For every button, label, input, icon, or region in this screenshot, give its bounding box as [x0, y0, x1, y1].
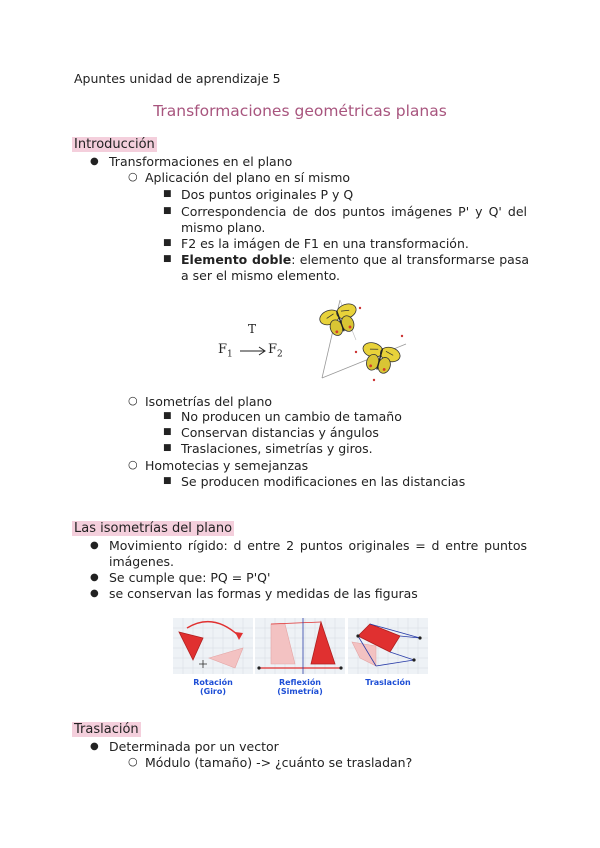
- list-item: Traslaciones, simetrías y giros.: [181, 441, 373, 456]
- figure-label: Traslación: [365, 678, 411, 687]
- square-bullet-icon: ■: [163, 238, 172, 248]
- main-heading: Transformaciones geométricas planas: [153, 102, 447, 120]
- rotation-figure: [173, 618, 253, 704]
- translation-diagram: [348, 618, 428, 674]
- figure-label: Rotación: [193, 678, 233, 687]
- list-item: Módulo (tamaño) -> ¿cuánto se trasladan?: [145, 755, 413, 770]
- list-item: Determinada por un vector: [109, 739, 279, 754]
- figure-label: (Giro): [199, 687, 227, 696]
- list-item: F2 es la imágen de F1 en una transformación.: [181, 236, 469, 251]
- f2-label: $F_2$: [268, 342, 283, 360]
- circle-bullet-icon: ○: [128, 394, 138, 407]
- bullet-icon: ●: [90, 572, 99, 583]
- square-bullet-icon: ■: [163, 411, 172, 421]
- figure-label: Reflexión: [278, 678, 322, 687]
- list-item: se conservan las formas y medidas de las figuras: [109, 586, 418, 601]
- reflection-diagram: [255, 618, 345, 674]
- bullet-icon: ●: [90, 588, 99, 599]
- bullet-icon: ●: [90, 540, 99, 551]
- circle-bullet-icon: ○: [128, 458, 138, 471]
- square-bullet-icon: ■: [163, 254, 172, 264]
- bullet-icon: ●: [90, 156, 99, 167]
- rotation-diagram: [173, 618, 253, 674]
- list-item-elemento-doble: [181, 252, 529, 284]
- list-item: Aplicación del plano en sí mismo: [145, 170, 351, 185]
- list-item: Isometrías del plano: [145, 394, 273, 409]
- list-item: Se producen modificaciones en las distancias: [181, 474, 466, 489]
- section-heading-isometrias: Las isometrías del plano: [74, 521, 233, 536]
- bold-term: Elemento doble: [181, 252, 292, 267]
- document-title: Apuntes unidad de aprendizaje 5: [74, 71, 281, 86]
- circle-bullet-icon: ○: [128, 170, 138, 183]
- section-heading-traslacion: Traslación: [74, 722, 139, 737]
- arrow-icon: [239, 344, 267, 358]
- bullet-icon: ●: [90, 741, 99, 752]
- t-label: T: [248, 322, 257, 336]
- translation-figure: [348, 618, 428, 704]
- butterfly-image: [310, 296, 410, 384]
- list-item: No producen un cambio de tamaño: [181, 409, 402, 424]
- square-bullet-icon: ■: [163, 476, 172, 486]
- square-bullet-icon: ■: [163, 206, 172, 216]
- list-item: Dos puntos originales P y Q: [181, 187, 354, 202]
- square-bullet-icon: ■: [163, 443, 172, 453]
- square-bullet-icon: ■: [163, 427, 172, 437]
- list-item: Conservan distancias y ángulos: [181, 425, 379, 440]
- figure-label: (Simetría): [277, 687, 323, 696]
- transformation-diagram: [215, 322, 295, 364]
- square-bullet-icon: ■: [163, 189, 172, 199]
- circle-bullet-icon: ○: [128, 755, 138, 768]
- list-item: Se cumple que: PQ = P'Q': [109, 570, 271, 585]
- reflection-figure: [255, 618, 345, 704]
- list-item: Movimiento rígido: d entre 2 puntos originales = d entre puntos imágenes.: [109, 538, 527, 569]
- f1-label: $F_1$: [218, 342, 233, 360]
- section-heading-introduccion: Introducción: [74, 137, 155, 152]
- definition-text: : elemento que al transformarse pasa a ser el mismo elemento.: [181, 252, 529, 283]
- list-item: Homotecias y semejanzas: [145, 458, 309, 473]
- list-item: Correspondencia de dos puntos imágenes P' y Q' del mismo plano.: [181, 204, 527, 235]
- list-item: Transformaciones en el plano: [109, 154, 293, 169]
